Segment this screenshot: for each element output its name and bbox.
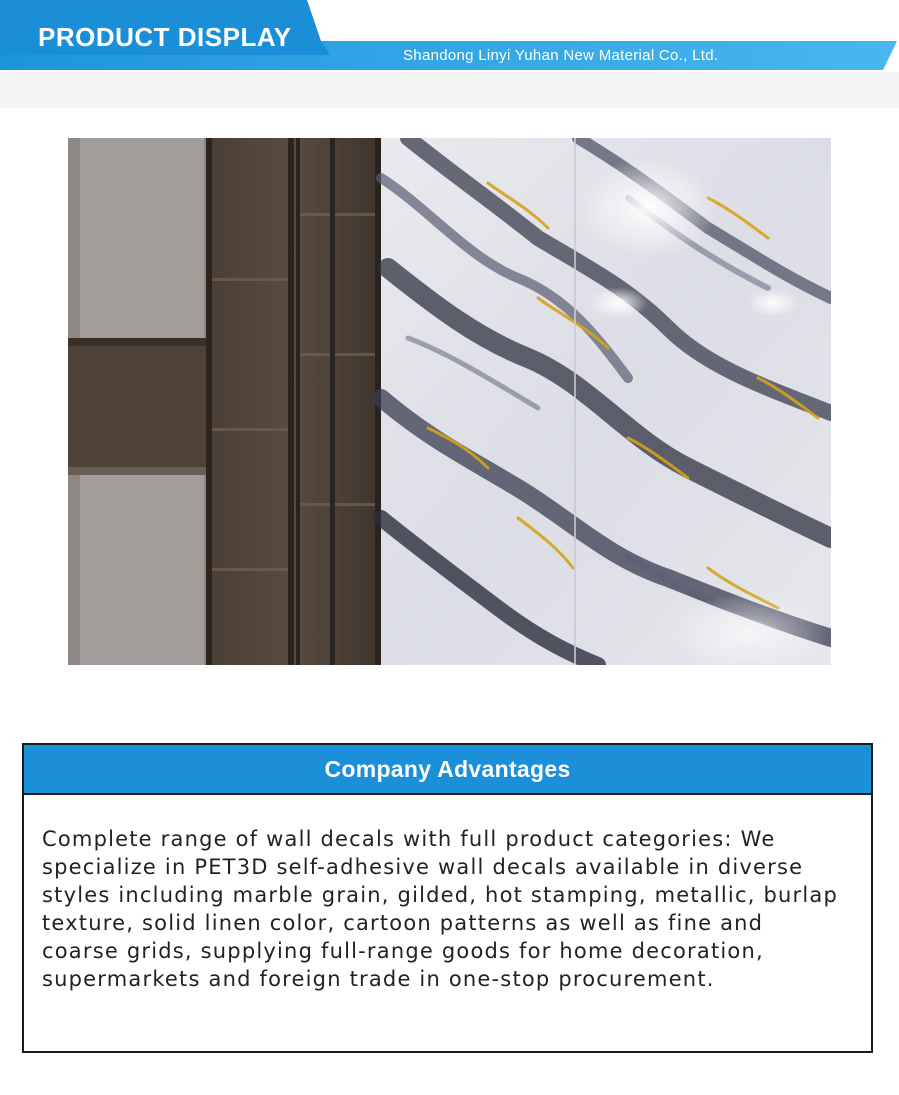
advantages-text: Complete range of wall decals with full product categories: We specialize in PET3D self-adhesive wall decals available in diverse styles including marble grain, gilded, hot stamping, metallic, burlap texture, solid linen color, cartoon patterns as well as fine and coarse grids, supplying full-range goods for home decoration, supermarkets and foreign trade in one-stop procurement. [42,827,838,991]
advantages-box [22,743,873,1053]
advantages-header [24,745,871,795]
company-name: Shandong Linyi Yuhan New Material Co., Ltd. [403,47,719,64]
advantages-title: Company Advantages [324,755,571,782]
banner-title: PRODUCT DISPLAY [38,22,292,52]
product-photo [68,138,831,665]
header-banner [0,0,899,110]
